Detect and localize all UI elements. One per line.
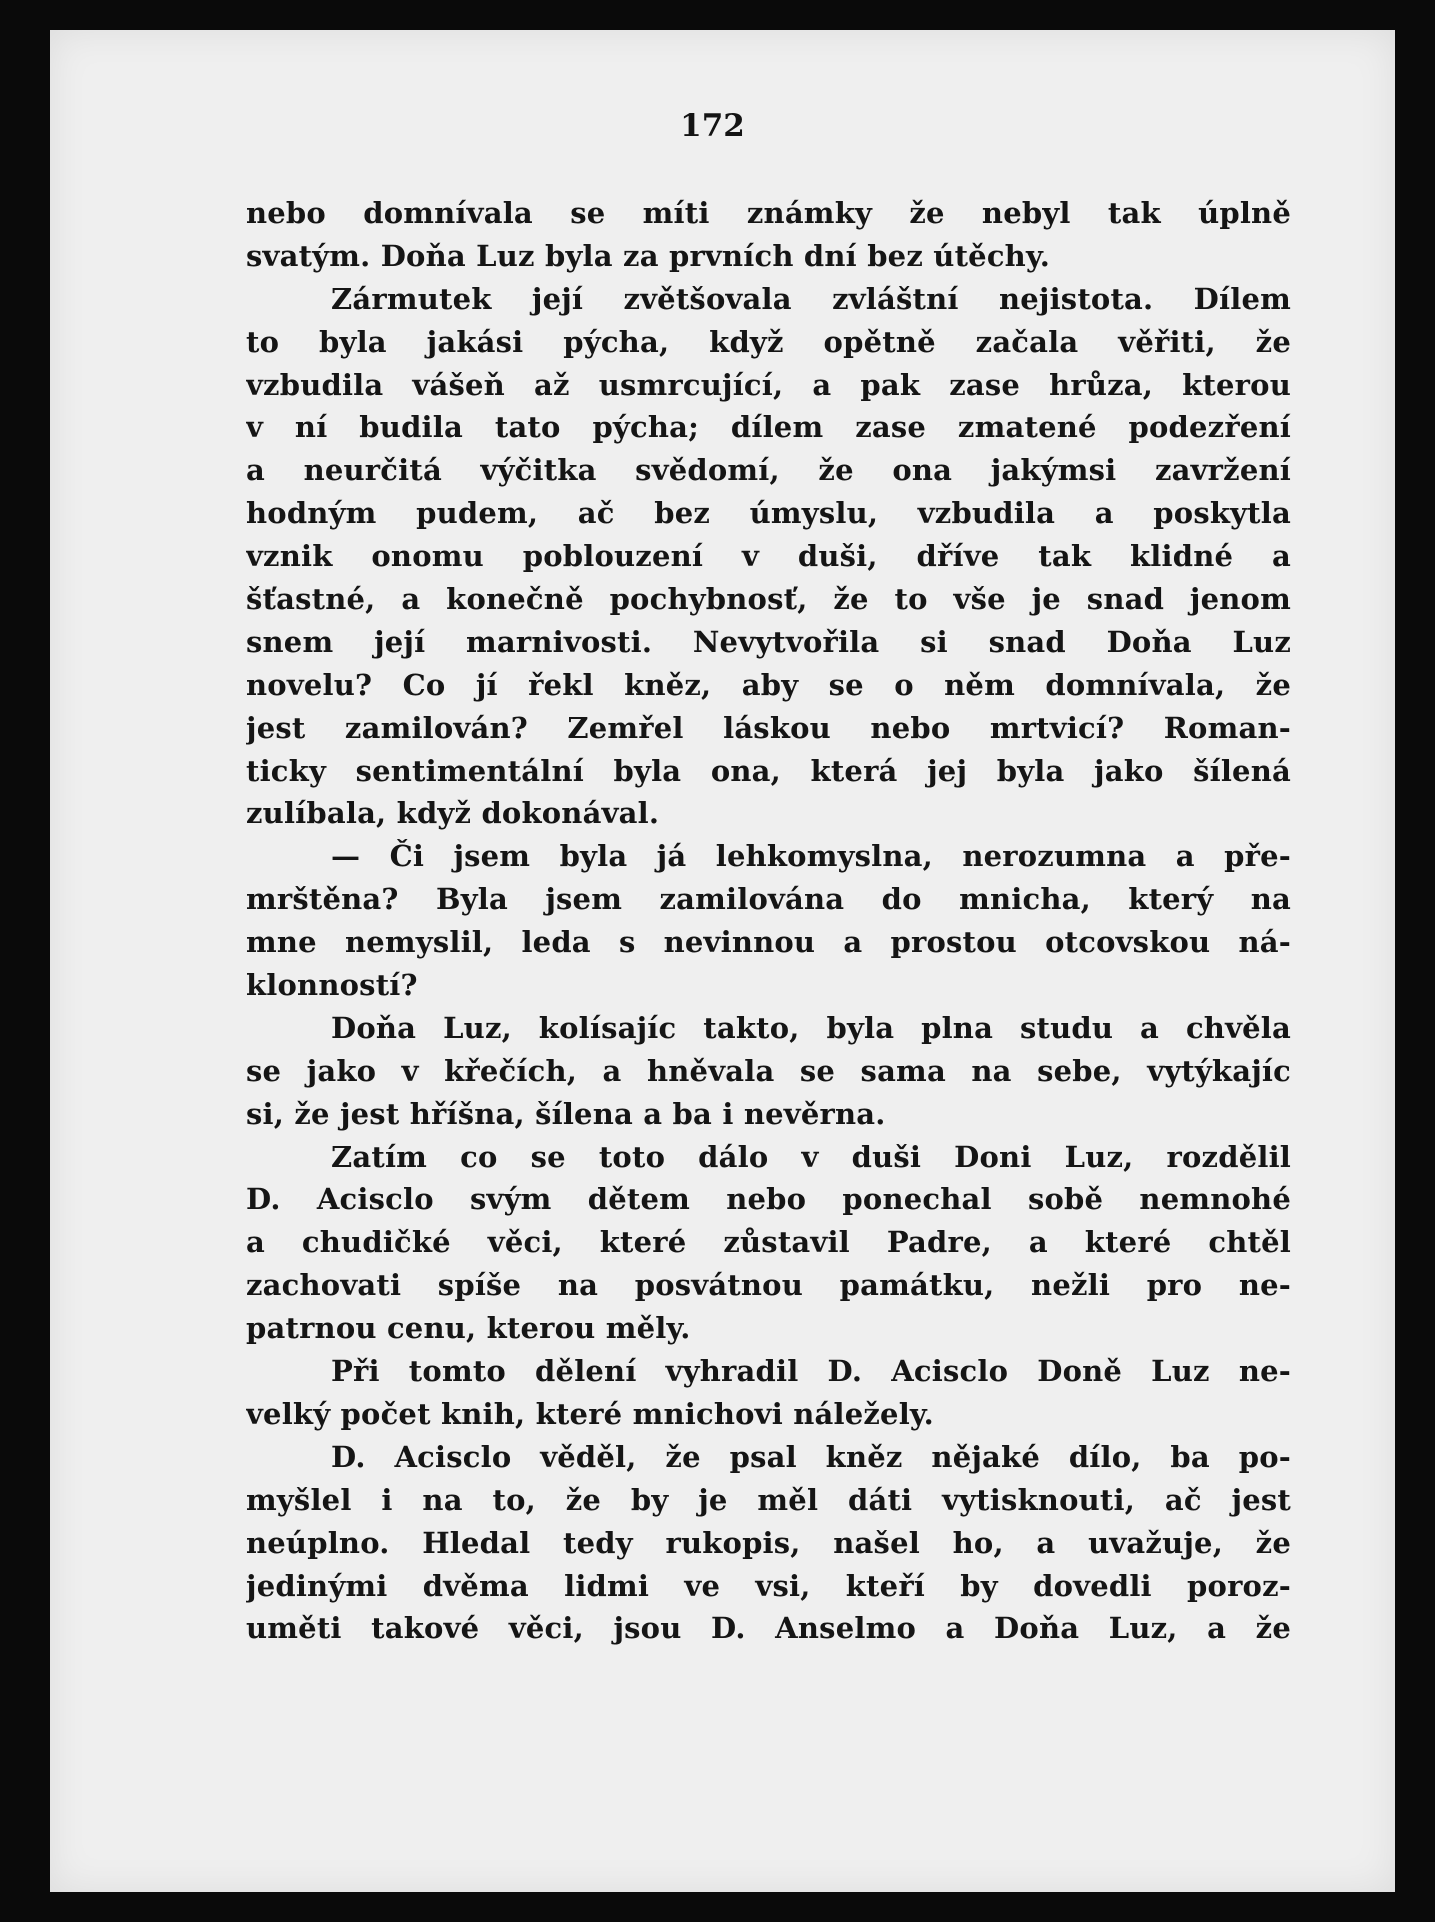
text-line: a neurčitá výčitka svědomí, že ona jakýmsi zavržení (246, 453, 1291, 488)
text-line: a chudičké věci, které zůstavil Padre, a které chtěl (246, 1225, 1291, 1260)
text-line: mrštěna? Byla jsem zamilována do mnicha, který na (246, 882, 1291, 917)
text-line: jedinými dvěma lidmi ve vsi, kteří by dovedli poroz- (246, 1568, 1291, 1603)
text-line: si, že jest hříšna, šílena a ba i nevěrna. (246, 1096, 886, 1131)
text-line: D. Acisclo svým dětem nebo ponechal sobě nemnohé (246, 1182, 1291, 1217)
text-line: snem její marnivosti. Nevytvořila si snad Doňa Luz (246, 624, 1291, 659)
text-line: se jako v křečích, a hněvala se sama na sebe, vytýkajíc (246, 1053, 1291, 1088)
text-line: D. Acisclo věděl, že psal kněz nějaké dílo, ba po- (331, 1439, 1291, 1474)
text-line: klonností? (246, 968, 418, 1003)
text-line: to byla jakási pýcha, když opětně začala věřiti, že (246, 324, 1291, 359)
text-line: vzbudila vášeň až usmrcující, a pak zase hrůza, kterou (246, 367, 1291, 402)
text-line: uměti takové věci, jsou D. Anselmo a Doňa Luz, a že (246, 1611, 1291, 1646)
page-number: 172 (680, 108, 745, 144)
book-page (50, 30, 1395, 1892)
page-text (246, 192, 1291, 1650)
text-line: šťastné, a konečně pochybnosť, že to vše je snad jenom (246, 582, 1291, 617)
text-line: nebo domnívala se míti známky že nebyl tak úplně (246, 196, 1291, 230)
text-line: jest zamilován? Zemřel láskou nebo mrtvicí? Roman- (246, 710, 1291, 745)
text-line: hodným pudem, ač bez úmyslu, vzbudila a poskytla (246, 496, 1291, 531)
text-line: Zármutek její zvětšovala zvláštní nejistota. Dílem (331, 281, 1291, 316)
text-line: velký počet knih, které mnichovi náležely. (246, 1396, 934, 1431)
text-line: Doňa Luz, kolísajíc takto, byla plna studu a chvěla (331, 1010, 1291, 1045)
text-line: svatým. Doňa Luz byla za prvních dní bez útěchy. (246, 238, 1050, 273)
text-line: zulíbala, když dokonával. (246, 796, 660, 831)
text-line: myšlel i na to, že by je měl dáti vytisknouti, ač jest (246, 1482, 1291, 1517)
text-line: Zatím co se toto dálo v duši Doni Luz, rozdělil (331, 1139, 1291, 1174)
text-line: Při tomto dělení vyhradil D. Acisclo Doně Luz ne- (331, 1354, 1291, 1389)
text-line: zachovati spíše na posvátnou památku, nežli pro ne- (246, 1268, 1291, 1303)
text-line: mne nemyslil, leda s nevinnou a prostou otcovskou ná- (246, 925, 1291, 960)
text-line: v ní budila tato pýcha; dílem zase zmatené podezření (246, 410, 1291, 445)
text-line: novelu? Co jí řekl kněz, aby se o něm domnívala, že (246, 667, 1291, 702)
text-line: neúplno. Hledal tedy rukopis, našel ho, a uvažuje, že (246, 1525, 1291, 1560)
text-line: patrnou cenu, kterou měly. (246, 1311, 691, 1346)
text-line: — Či jsem byla já lehkomyslna, nerozumna a pře- (331, 839, 1291, 874)
text-line: vznik onomu poblouzení v duši, dříve tak klidné a (246, 539, 1291, 574)
text-line: ticky sentimentální byla ona, která jej byla jako šílená (246, 753, 1291, 788)
